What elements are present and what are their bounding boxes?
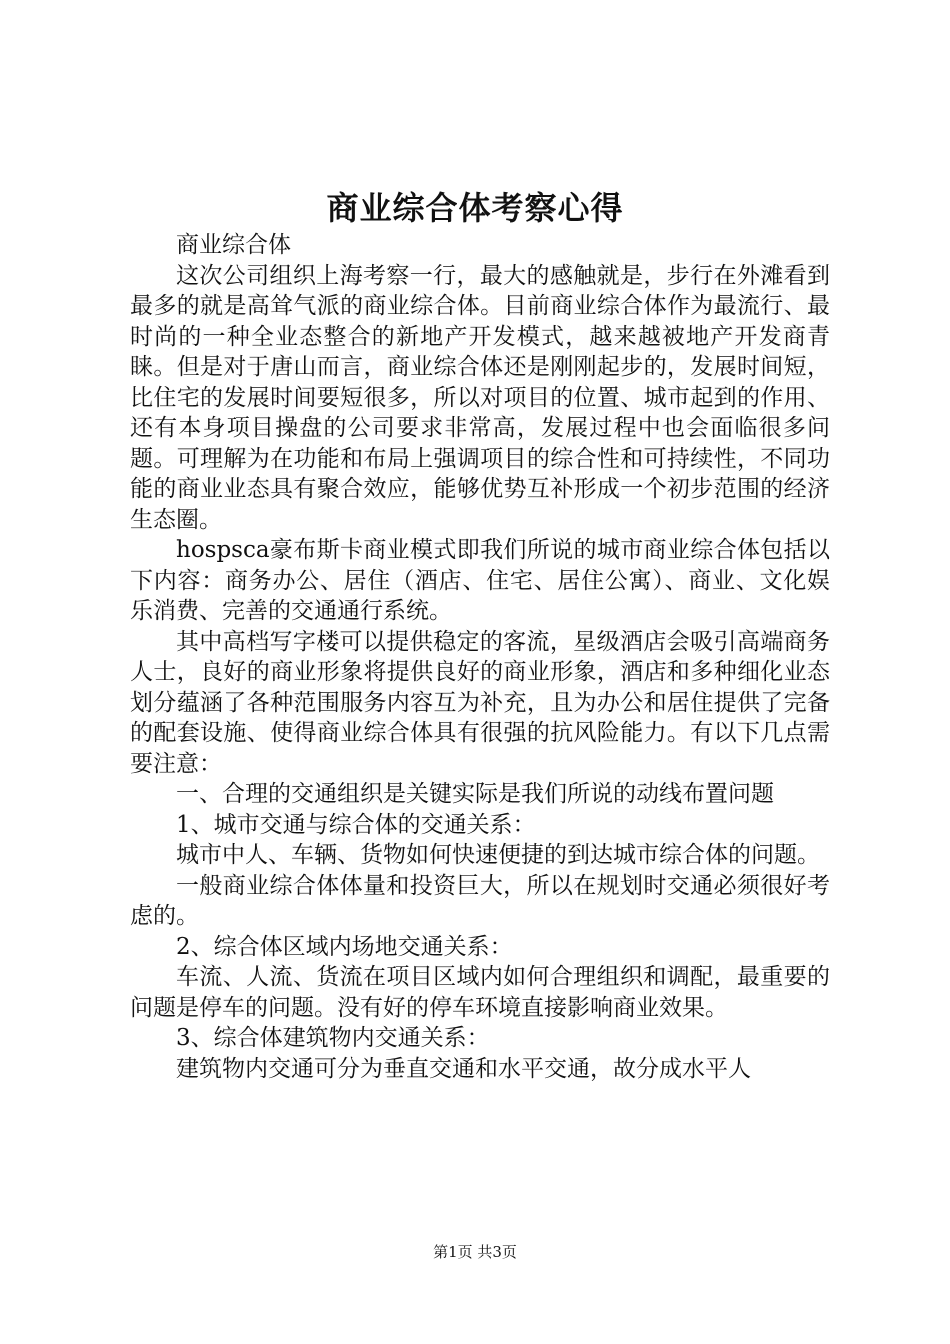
paragraph: hospsca豪布斯卡商业模式即我们所说的城市商业综合体包括以下内容：商务办公、居住（酒店、住宅、居住公寓）、商业、文化娱乐消费、完善的交通通行系统。 (130, 537, 830, 624)
section-heading: 一、合理的交通组织是关键实际是我们所说的动线布置问题 (176, 781, 774, 807)
subsection-heading: 2、综合体区域内场地交通关系： (176, 933, 513, 960)
paragraph: 其中高档写字楼可以提供稳定的客流，星级酒店会吸引高端商务人士，良好的商业形象将提供良好的商业形象，酒店和多种细化业态划分蕴涵了各种范围服务内容互为补充，且为办公和居住提供了完备的配套设施、使得商业综合体具有很强的抗风险能力。有以下几点需要注意： (130, 628, 830, 777)
document-body (130, 230, 830, 1084)
page-footer: 第1页 共3页 (433, 1243, 517, 1261)
subsection-heading: 3、综合体建筑物内交通关系： (176, 1025, 490, 1051)
paragraph: 建筑物内交通可分为垂直交通和水平交通，故分成水平人 (176, 1055, 751, 1082)
paragraph: 商业综合体 (176, 232, 291, 258)
paragraph: 城市中人、车辆、货物如何快速便捷的到达城市综合体的问题。 (176, 842, 820, 868)
paragraph: 一般商业综合体体量和投资巨大，所以在规划时交通必须很好考虑的。 (130, 872, 830, 929)
paragraph: 这次公司组织上海考察一行，最大的感触就是，步行在外滩看到最多的就是高耸气派的商业综合体。目前商业综合体作为最流行、最时尚的一种全业态整合的新地产开发模式，越来越被地产开发商青睐。但是对于唐山而言，商业综合体还是刚刚起步的，发展时间短，比住宅的发展时间要短很多，所以对项目的位置、城市起到的作用、还有本身项目操盘的公司要求非常高，发展过程中也会面临很多问题。可理解为在功能和布局上强调项目的综合性和可持续性，不同功能的商业业态具有聚合效应，能够优势互补形成一个初步范围的经济生态圈。 (130, 262, 830, 533)
paragraph: 车流、人流、货流在项目区域内如何合理组织和调配，最重要的问题是停车的问题。没有好的停车环境直接影响商业效果。 (130, 964, 830, 1021)
subsection-heading: 1、城市交通与综合体的交通关系： (176, 811, 536, 838)
document-title: 商业综合体考察心得 (326, 189, 624, 227)
